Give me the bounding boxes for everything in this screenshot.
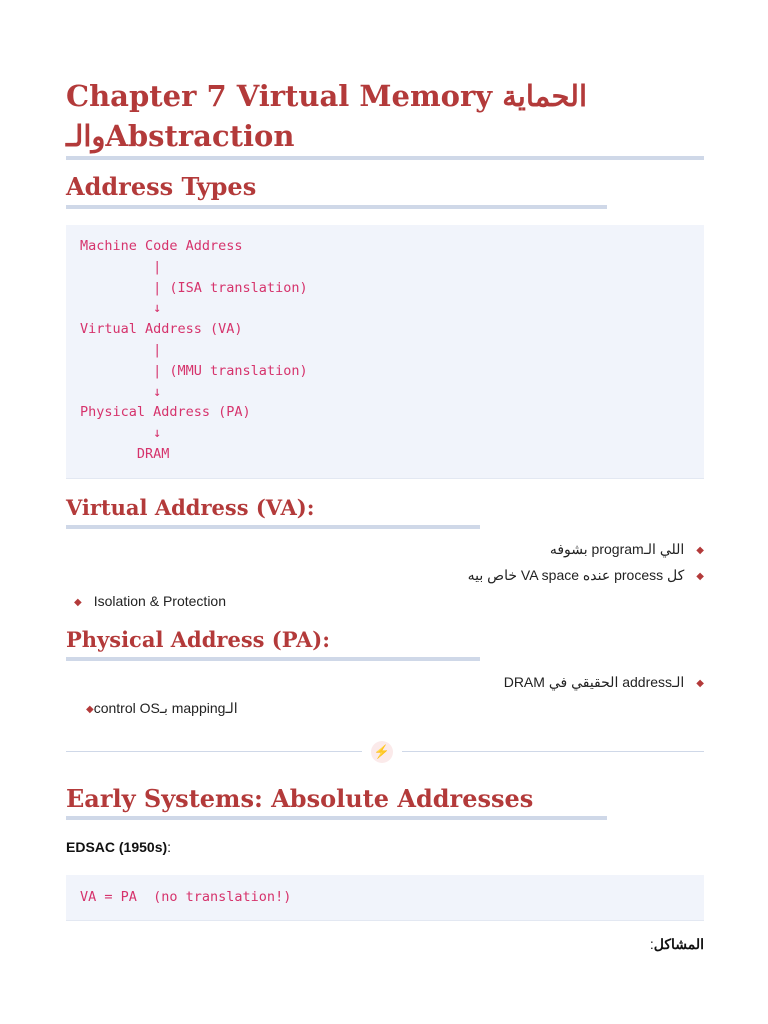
list-item-text: Isolation & Protection xyxy=(93,593,226,609)
list-item-text: اللي الـprogram بشوفه xyxy=(549,541,685,557)
section-divider-right xyxy=(402,751,704,752)
bullet-icon: ◆ xyxy=(74,596,82,608)
edsac-paragraph xyxy=(66,839,171,855)
heading-physical-address: Physical Address (PA): xyxy=(66,627,330,652)
page-title xyxy=(66,76,587,156)
bullet-icon: ◆ xyxy=(696,677,704,689)
code-va-equals-pa: VA = PA (no translation!) xyxy=(80,889,292,905)
list-item xyxy=(468,567,704,584)
early-systems-underline xyxy=(66,816,607,820)
code-block-address-types xyxy=(66,225,704,479)
section-divider-left xyxy=(66,751,362,752)
list-item xyxy=(504,674,704,691)
heading-early-systems: Early Systems: Absolute Addresses xyxy=(66,784,534,813)
bullet-icon: ◆ xyxy=(86,703,94,715)
list-item-text: الـaddress الحقيقي في DRAM xyxy=(503,674,685,690)
page-title-line-2: والـAbstraction xyxy=(66,119,295,153)
list-item xyxy=(550,541,704,558)
edsac-label: EDSAC (1950s) xyxy=(66,839,168,855)
heading-virtual-address: Virtual Address (VA): xyxy=(66,495,315,520)
virtual-address-underline xyxy=(66,525,480,529)
bullet-icon: ◆ xyxy=(696,544,704,556)
list-item-text: الـmapping بـcontrol OS xyxy=(93,700,238,716)
list-item xyxy=(74,593,226,609)
list-item-text: كل process عنده VA space خاص بيه xyxy=(467,567,685,583)
problems-paragraph xyxy=(650,936,704,953)
edsac-colon: : xyxy=(167,839,172,855)
heading-address-types: Address Types xyxy=(66,172,257,201)
bullet-icon: ◆ xyxy=(696,570,704,582)
code-block-edsac xyxy=(66,875,704,921)
code-address-flow: Machine Code Address | | (ISA translation) ↓ Virtual Address (VA) | | (MMU translation) ↓ Physical Address (PA) ↓ DRAM xyxy=(80,238,308,462)
list-item xyxy=(74,700,238,717)
physical-address-underline xyxy=(66,657,480,661)
address-types-underline xyxy=(66,205,607,209)
page-title-line-1: Chapter 7 Virtual Memory الحماية xyxy=(66,79,588,113)
lightning-icon: ⚡ xyxy=(371,741,393,763)
problems-colon: : xyxy=(649,936,654,952)
problems-label: المشاكل xyxy=(653,936,704,952)
title-underline xyxy=(66,156,704,160)
